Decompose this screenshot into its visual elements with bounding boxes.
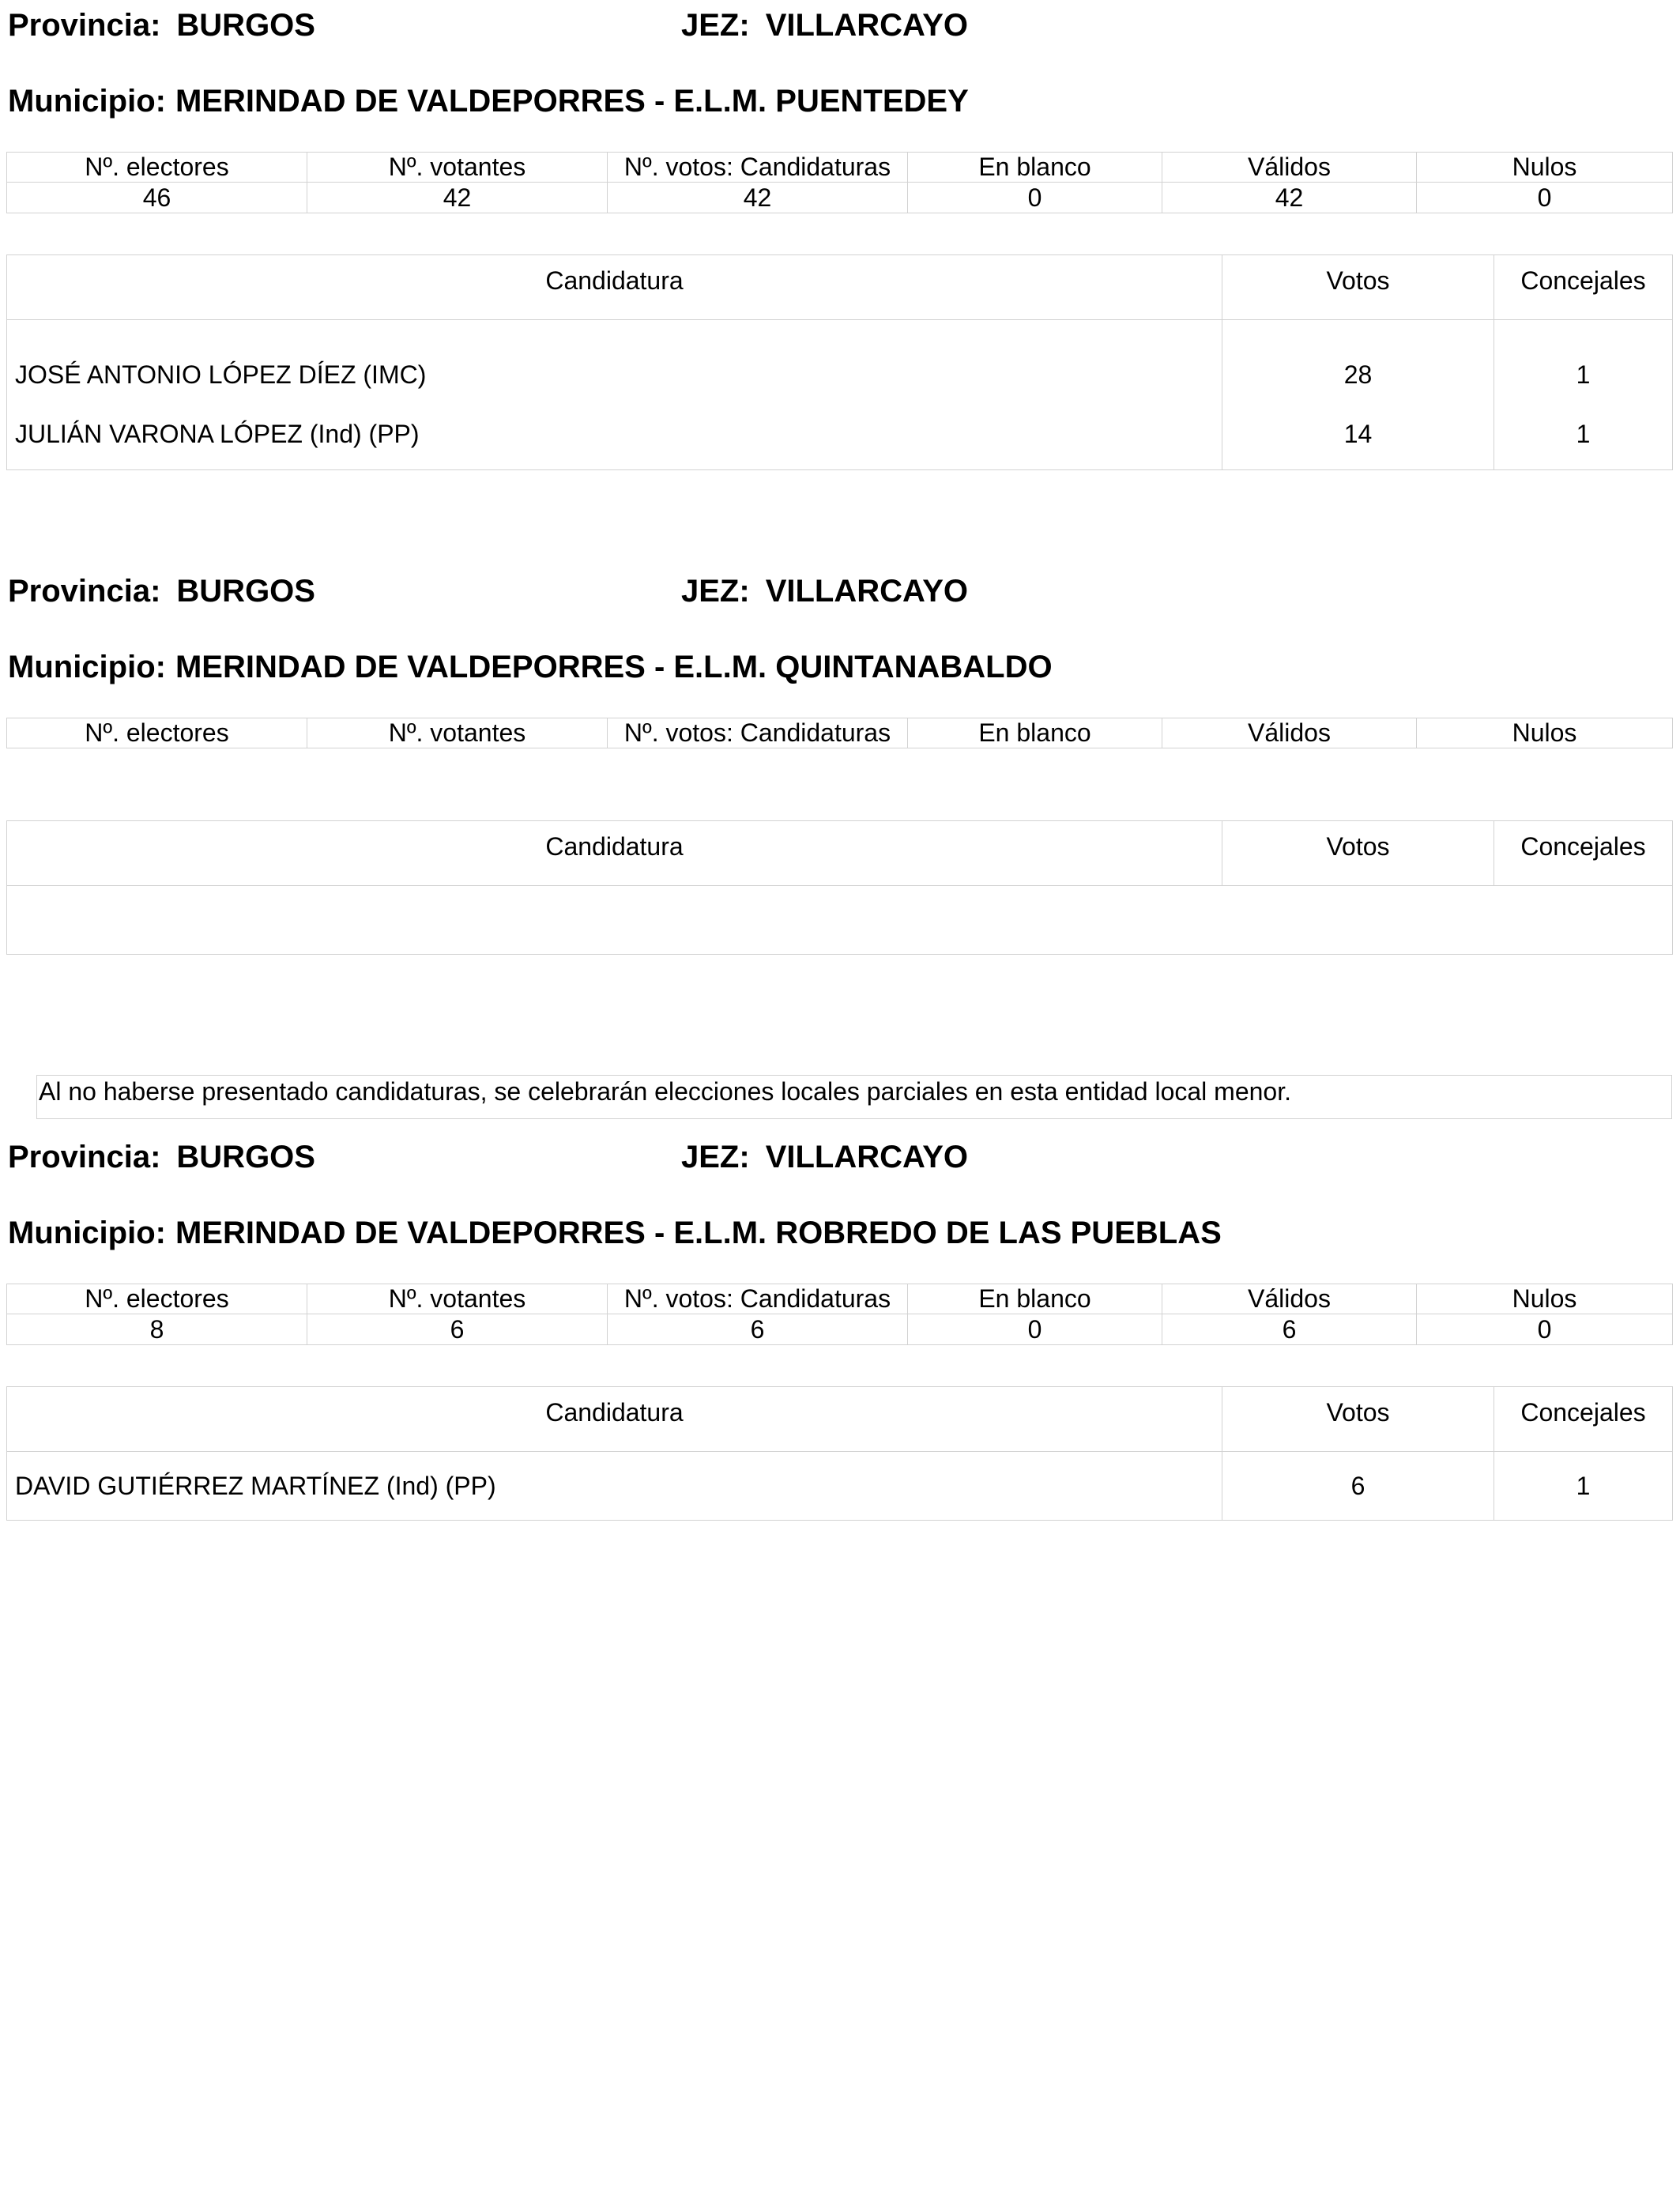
- stats-header-cell: Nulos: [1417, 1284, 1673, 1314]
- candidate-name: JOSÉ ANTONIO LÓPEZ DÍEZ (IMC): [7, 320, 1222, 410]
- municipio-header: [8, 651, 1053, 683]
- section-puentedey: [0, 0, 1680, 553]
- candidatura-header: Candidatura: [7, 255, 1222, 320]
- stats-value-cell: 6: [1162, 1314, 1417, 1345]
- table-row: [7, 1452, 1673, 1521]
- municipio-value: MERINDAD DE VALDEPORRES - E.L.M. ROBREDO DE LAS PUEBLAS: [175, 1216, 1222, 1250]
- provincia-label: Provincia:: [8, 1140, 161, 1174]
- candidates-table: [6, 254, 1673, 470]
- jez-label: JEZ:: [681, 8, 750, 43]
- jez-label: JEZ:: [681, 574, 750, 609]
- candidates-table: [6, 820, 1673, 955]
- stats-header-cell: Nº. votos: Candidaturas: [608, 153, 908, 183]
- stats-value-cell: 42: [608, 183, 908, 213]
- stats-header-cell: En blanco: [908, 718, 1162, 748]
- concejales-header: Concejales: [1494, 821, 1673, 886]
- stats-table: [6, 1284, 1673, 1345]
- section-robredo: [0, 1132, 1680, 1685]
- municipio-label: Municipio:: [8, 1216, 166, 1250]
- stats-header-cell: En blanco: [908, 1284, 1162, 1314]
- provincia-value: BURGOS: [176, 1140, 315, 1174]
- stats-value-cell: 8: [7, 1314, 307, 1345]
- stats-value-cell: 0: [1417, 1314, 1673, 1345]
- stats-header-cell: En blanco: [908, 153, 1162, 183]
- concejales-header: Concejales: [1494, 255, 1673, 320]
- stats-values-row: [7, 1314, 1673, 1345]
- stats-header-cell: Válidos: [1162, 153, 1417, 183]
- municipio-label: Municipio:: [8, 650, 166, 684]
- stats-header-cell: Nº. electores: [7, 718, 307, 748]
- stats-value-cell: 0: [908, 1314, 1162, 1345]
- section-quintanabaldo: [0, 566, 1680, 1119]
- concejales-header: Concejales: [1494, 1387, 1673, 1452]
- stats-value-cell: 42: [307, 183, 608, 213]
- municipio-value: MERINDAD DE VALDEPORRES - E.L.M. PUENTEDEY: [175, 84, 969, 119]
- stats-header-cell: Válidos: [1162, 718, 1417, 748]
- stats-table: [6, 718, 1673, 748]
- candidatura-header: Candidatura: [7, 1387, 1222, 1452]
- candidate-votos: 28: [1222, 320, 1494, 410]
- table-row: [7, 320, 1673, 410]
- candidate-concejales: 1: [1494, 410, 1673, 470]
- stats-header-row: [7, 153, 1673, 183]
- stats-header-cell: Nº. electores: [7, 153, 307, 183]
- municipio-header: [8, 85, 969, 117]
- provincia-header: [8, 9, 315, 41]
- stats-header-cell: Nº. votantes: [307, 1284, 608, 1314]
- provincia-label: Provincia:: [8, 574, 161, 609]
- stats-value-cell: 46: [7, 183, 307, 213]
- municipio-value: MERINDAD DE VALDEPORRES - E.L.M. QUINTANABALDO: [175, 650, 1053, 684]
- provincia-header: [8, 575, 315, 607]
- provincia-value: BURGOS: [176, 574, 315, 609]
- stats-header-row: [7, 718, 1673, 748]
- stats-header-cell: Nº. votos: Candidaturas: [608, 718, 908, 748]
- stats-header-cell: Válidos: [1162, 1284, 1417, 1314]
- stats-values-row: [7, 183, 1673, 213]
- notice-text: Al no haberse presentado candidaturas, se celebrarán elecciones locales parciales en esta entidad local menor.: [36, 1075, 1672, 1119]
- candidate-concejales: 1: [1494, 320, 1673, 410]
- provincia-header: [8, 1141, 315, 1173]
- candidates-header-row: [7, 1387, 1673, 1452]
- stats-header-cell: Nº. electores: [7, 1284, 307, 1314]
- votos-header: Votos: [1222, 1387, 1494, 1452]
- candidates-table: [6, 1386, 1673, 1521]
- votos-header: Votos: [1222, 255, 1494, 320]
- table-row: [7, 886, 1673, 955]
- provincia-label: Provincia:: [8, 8, 161, 43]
- table-row: [7, 410, 1673, 470]
- stats-header-cell: Nulos: [1417, 718, 1673, 748]
- stats-value-cell: 6: [307, 1314, 608, 1345]
- stats-header-row: [7, 1284, 1673, 1314]
- stats-header-cell: Nulos: [1417, 153, 1673, 183]
- candidate-votos: 14: [1222, 410, 1494, 470]
- stats-header-cell: Nº. votantes: [307, 153, 608, 183]
- empty-row-cell: [7, 886, 1673, 955]
- jez-value: VILLARCAYO: [765, 574, 969, 609]
- jez-header: [681, 575, 968, 607]
- stats-value-cell: 42: [1162, 183, 1417, 213]
- votos-header: Votos: [1222, 821, 1494, 886]
- candidatura-header: Candidatura: [7, 821, 1222, 886]
- candidate-name: JULIÁN VARONA LÓPEZ (Ind) (PP): [7, 410, 1222, 470]
- candidates-header-row: [7, 821, 1673, 886]
- stats-header-cell: Nº. votantes: [307, 718, 608, 748]
- stats-header-cell: Nº. votos: Candidaturas: [608, 1284, 908, 1314]
- municipio-header: [8, 1217, 1222, 1249]
- candidate-votos: 6: [1222, 1452, 1494, 1521]
- stats-value-cell: 0: [908, 183, 1162, 213]
- jez-value: VILLARCAYO: [765, 1140, 969, 1174]
- jez-label: JEZ:: [681, 1140, 750, 1174]
- jez-header: [681, 9, 968, 41]
- candidate-concejales: 1: [1494, 1452, 1673, 1521]
- jez-header: [681, 1141, 968, 1173]
- stats-value-cell: 6: [608, 1314, 908, 1345]
- provincia-value: BURGOS: [176, 8, 315, 43]
- stats-table: [6, 152, 1673, 213]
- candidate-name: DAVID GUTIÉRREZ MARTÍNEZ (Ind) (PP): [7, 1452, 1222, 1521]
- jez-value: VILLARCAYO: [765, 8, 969, 43]
- candidates-header-row: [7, 255, 1673, 320]
- stats-value-cell: 0: [1417, 183, 1673, 213]
- municipio-label: Municipio:: [8, 84, 166, 119]
